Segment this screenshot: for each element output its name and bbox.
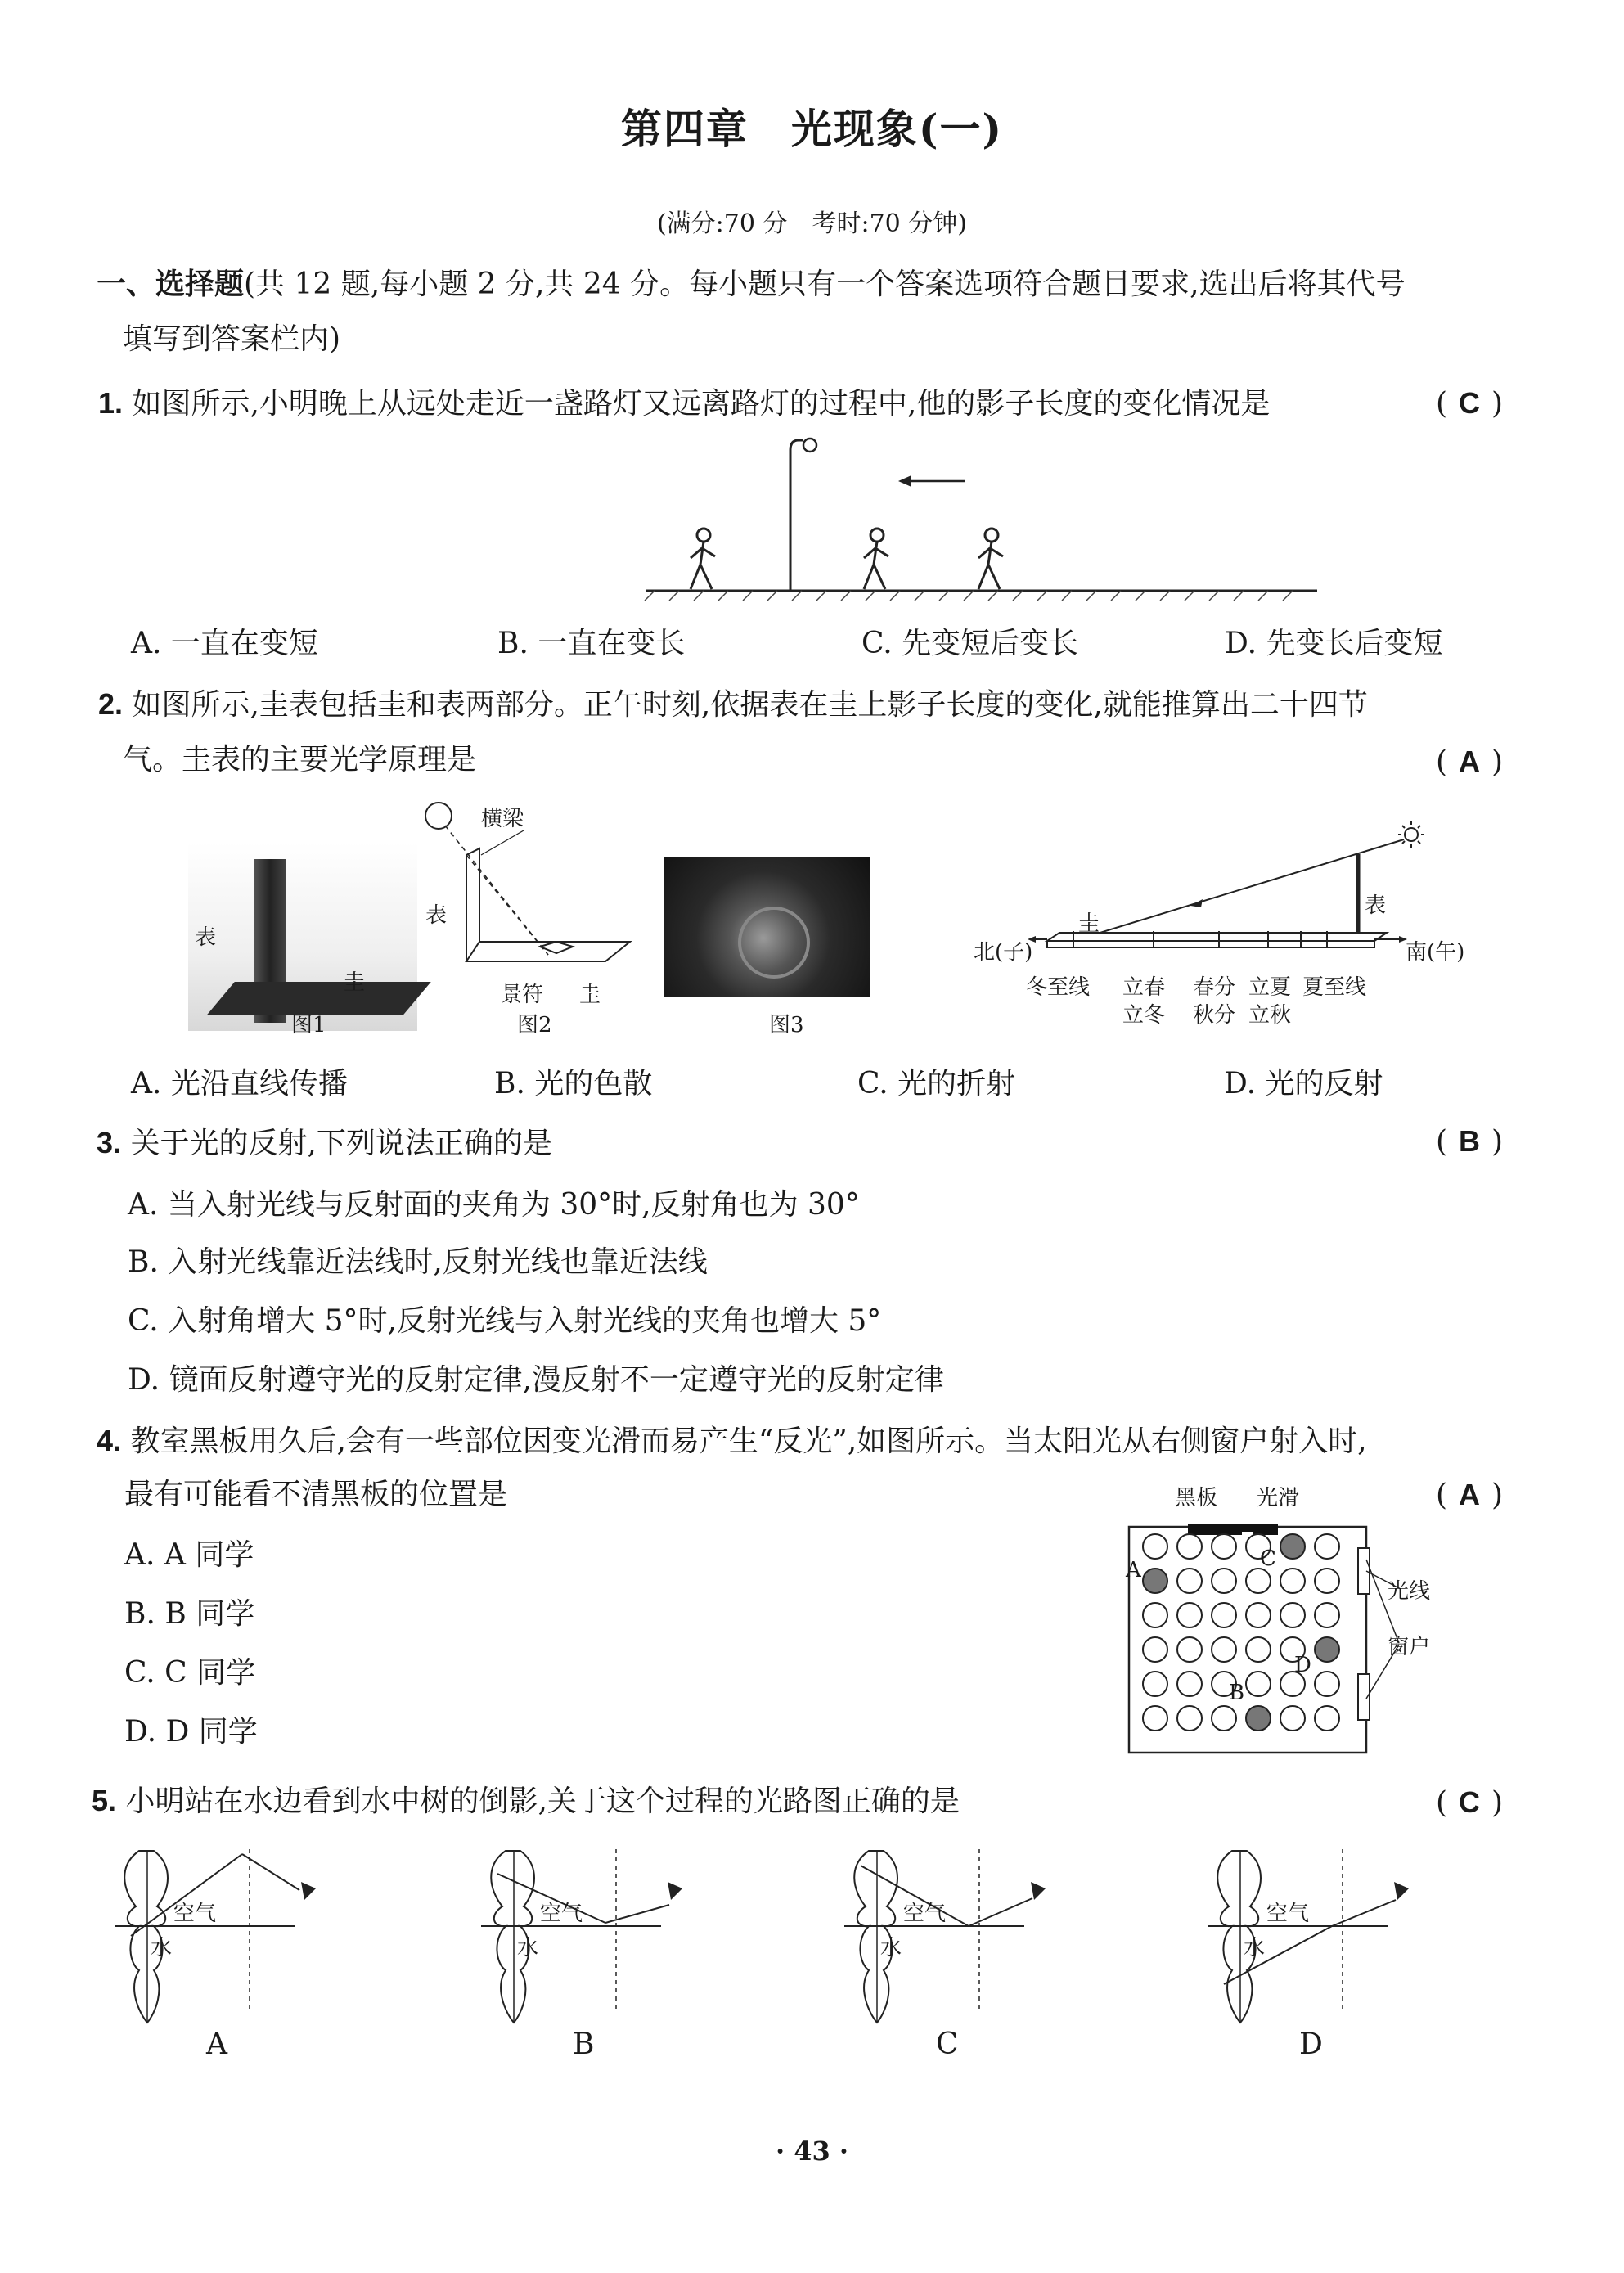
- q2-figure-3: [664, 857, 870, 997]
- answer-2: ( A ): [1436, 745, 1504, 779]
- label-air: 空气: [173, 1902, 217, 1926]
- seat-label-b: B: [1229, 1681, 1245, 1705]
- question-text: 如图所示,小明晚上从远处走近一盏路灯又远离路灯的过程中,他的影子长度的变化情况是: [132, 387, 1271, 421]
- seat: [1246, 1706, 1271, 1731]
- eye-icon: [668, 1882, 682, 1900]
- label-air: 空气: [540, 1902, 583, 1926]
- label-water: 水: [151, 1936, 173, 1960]
- walker-icon: [978, 529, 1003, 589]
- seat: [1246, 1672, 1271, 1696]
- question-4: [97, 1416, 1367, 1467]
- seat: [1280, 1706, 1305, 1731]
- answer-5: ( C ): [1436, 1785, 1504, 1820]
- label-south: 南(午): [1406, 940, 1465, 965]
- question-text: 小明站在水边看到水中树的倒影,关于这个过程的光路图正确的是: [125, 1785, 960, 1818]
- option-a: A. 一直在变短: [131, 627, 318, 660]
- exam-meta: (满分:70 分 考时:70 分钟): [656, 209, 968, 238]
- label-biao: 表: [195, 925, 217, 950]
- seat-label-a: A: [1126, 1558, 1141, 1582]
- seat: [1143, 1637, 1167, 1662]
- seat: [1315, 1603, 1339, 1627]
- seat: [1315, 1672, 1339, 1696]
- question-2-cont: 气。圭表的主要光学原理是: [123, 743, 477, 776]
- label-lidong: 立冬: [1122, 1003, 1166, 1028]
- eye-icon: [301, 1882, 316, 1900]
- q4-classroom-diagram: [1121, 1514, 1432, 1759]
- question-number: 3.: [97, 1126, 122, 1159]
- option-d: D. 镜面反射遵守光的反射定律,漫反射不一定遵守光的反射定律: [128, 1363, 944, 1397]
- seat: [1177, 1706, 1202, 1731]
- option-d: D. 光的反射: [1224, 1067, 1383, 1100]
- seat: [1246, 1569, 1271, 1593]
- page-number: · 43 ·: [775, 2136, 849, 2167]
- seat: [1246, 1603, 1271, 1627]
- fig3-caption: 图3: [769, 1013, 804, 1037]
- label-heiban: 黑板: [1175, 1486, 1218, 1510]
- section-instructions-cont: 填写到答案栏内): [123, 322, 341, 356]
- label-chuanghu: 窗户: [1388, 1635, 1431, 1659]
- label-chunfen: 春分: [1193, 975, 1236, 1000]
- option-c: C. C 同学: [124, 1656, 256, 1690]
- option-c: C. 入射角增大 5°时,反射光线与入射光线的夹角也增大 5°: [128, 1304, 882, 1338]
- seat: [1177, 1672, 1202, 1696]
- question-3: [97, 1118, 552, 1169]
- seat-label-d: D: [1294, 1653, 1311, 1677]
- label-air: 空气: [903, 1902, 947, 1926]
- label-water: 水: [517, 1936, 539, 1960]
- question-2: [98, 679, 1368, 731]
- seat: [1212, 1706, 1236, 1731]
- answer-3: ( B ): [1436, 1124, 1504, 1159]
- seat: [1177, 1534, 1202, 1559]
- seat: [1143, 1603, 1167, 1627]
- label-gui: 圭: [344, 970, 366, 995]
- label-liqiu: 立秋: [1248, 1003, 1292, 1028]
- q2-figure-1: [188, 843, 409, 1031]
- option-c: C. 先变短后变长: [861, 627, 1079, 660]
- label-qiufen: 秋分: [1193, 1003, 1236, 1028]
- seat: [1212, 1637, 1236, 1662]
- seat: [1280, 1534, 1305, 1559]
- question-number: 5.: [92, 1784, 117, 1817]
- question-text: 关于光的反射,下列说法正确的是: [130, 1127, 552, 1160]
- question-4-cont: 最有可能看不清黑板的位置是: [124, 1478, 508, 1511]
- label-lichun: 立春: [1122, 975, 1166, 1000]
- diagram-label: D: [1299, 2028, 1323, 2061]
- chapter-title: 第四章 光现象(一): [620, 105, 1004, 153]
- diagram-label: B: [573, 2028, 595, 2061]
- question-number: 1.: [98, 386, 124, 420]
- seat: [1143, 1569, 1167, 1593]
- seat: [1143, 1534, 1167, 1559]
- question-number: 2.: [98, 687, 124, 721]
- section-heading: [97, 259, 1406, 310]
- seat: [1143, 1706, 1167, 1731]
- seat: [1177, 1637, 1202, 1662]
- streetlight-icon: [790, 439, 816, 591]
- seat-label-c: C: [1260, 1546, 1276, 1571]
- seat: [1315, 1637, 1339, 1662]
- eye-icon: [1031, 1882, 1046, 1900]
- label-air: 空气: [1266, 1902, 1310, 1926]
- label-guanghua: 光滑: [1257, 1486, 1300, 1510]
- walker-icon: [691, 529, 715, 589]
- label-lixia: 立夏: [1248, 975, 1292, 1000]
- label-biao-2: 表: [425, 903, 448, 928]
- label-biao-3: 表: [1365, 893, 1387, 918]
- option-b: B. 一直在变长: [497, 627, 686, 660]
- diagram-label: A: [206, 2028, 227, 2061]
- seat: [1177, 1603, 1202, 1627]
- sun-icon: [1398, 821, 1424, 848]
- fig1-caption: 图1: [291, 1013, 326, 1037]
- seat: [1143, 1672, 1167, 1696]
- label-north: 北(子): [974, 940, 1033, 965]
- label-water: 水: [1244, 1936, 1266, 1960]
- option-b: B. B 同学: [124, 1597, 255, 1631]
- q1-streetlight-figure: [638, 434, 1325, 605]
- walker-icon: [864, 529, 888, 589]
- question-text: 教室黑板用久后,会有一些部位因变光滑而易产生“反光”,如图所示。当太阳光从右侧窗户射入时,: [130, 1425, 1367, 1458]
- option-d: D. D 同学: [124, 1715, 258, 1749]
- label-gui-3: 圭: [1078, 911, 1100, 936]
- answer-4: ( A ): [1436, 1478, 1504, 1512]
- label-xiazhi: 夏至线: [1302, 975, 1367, 1000]
- seat: [1280, 1569, 1305, 1593]
- seat: [1315, 1706, 1339, 1731]
- section-instructions: (共 12 题,每小题 2 分,共 24 分。每小题只有一个答案选项符合题目要求,选出后将其代号: [244, 268, 1406, 301]
- section-title: 一、选择题: [97, 267, 245, 301]
- seat: [1315, 1534, 1339, 1559]
- fig2-caption: 图2: [517, 1013, 552, 1037]
- option-a: A. 当入射光线与反射面的夹角为 30°时,反射角也为 30°: [128, 1188, 860, 1222]
- label-water: 水: [880, 1936, 902, 1960]
- option-b: B. 光的色散: [494, 1067, 653, 1100]
- seat: [1315, 1569, 1339, 1593]
- seat: [1212, 1569, 1236, 1593]
- option-b: B. 入射光线靠近法线时,反射光线也靠近法线: [128, 1245, 708, 1279]
- question-text: 如图所示,圭表包括圭和表两部分。正午时刻,依据表在圭上影子长度的变化,就能推算出二十四节: [132, 688, 1368, 722]
- label-jingfu: 景符: [501, 983, 544, 1007]
- seat: [1177, 1569, 1202, 1593]
- arrow-left-icon: [898, 475, 965, 487]
- question-1: [98, 378, 1270, 430]
- seat: [1212, 1534, 1236, 1559]
- answer-1: ( C ): [1436, 386, 1504, 421]
- option-c: C. 光的折射: [857, 1067, 1016, 1100]
- seat: [1212, 1603, 1236, 1627]
- eye-icon: [1394, 1882, 1409, 1900]
- seat: [1280, 1603, 1305, 1627]
- option-d: D. 先变长后变短: [1225, 627, 1443, 660]
- diagram-label: C: [936, 2028, 959, 2061]
- label-guangxian: 光线: [1388, 1579, 1431, 1604]
- label-gui-2: 圭: [579, 983, 601, 1007]
- seat: [1246, 1637, 1271, 1662]
- question-number: 4.: [97, 1424, 122, 1457]
- option-a: A. 光沿直线传播: [131, 1067, 348, 1100]
- label-hengliang: 横梁: [481, 807, 524, 831]
- question-5: [92, 1776, 960, 1827]
- label-dongzhi: 冬至线: [1026, 975, 1091, 1000]
- option-a: A. A 同学: [124, 1538, 254, 1572]
